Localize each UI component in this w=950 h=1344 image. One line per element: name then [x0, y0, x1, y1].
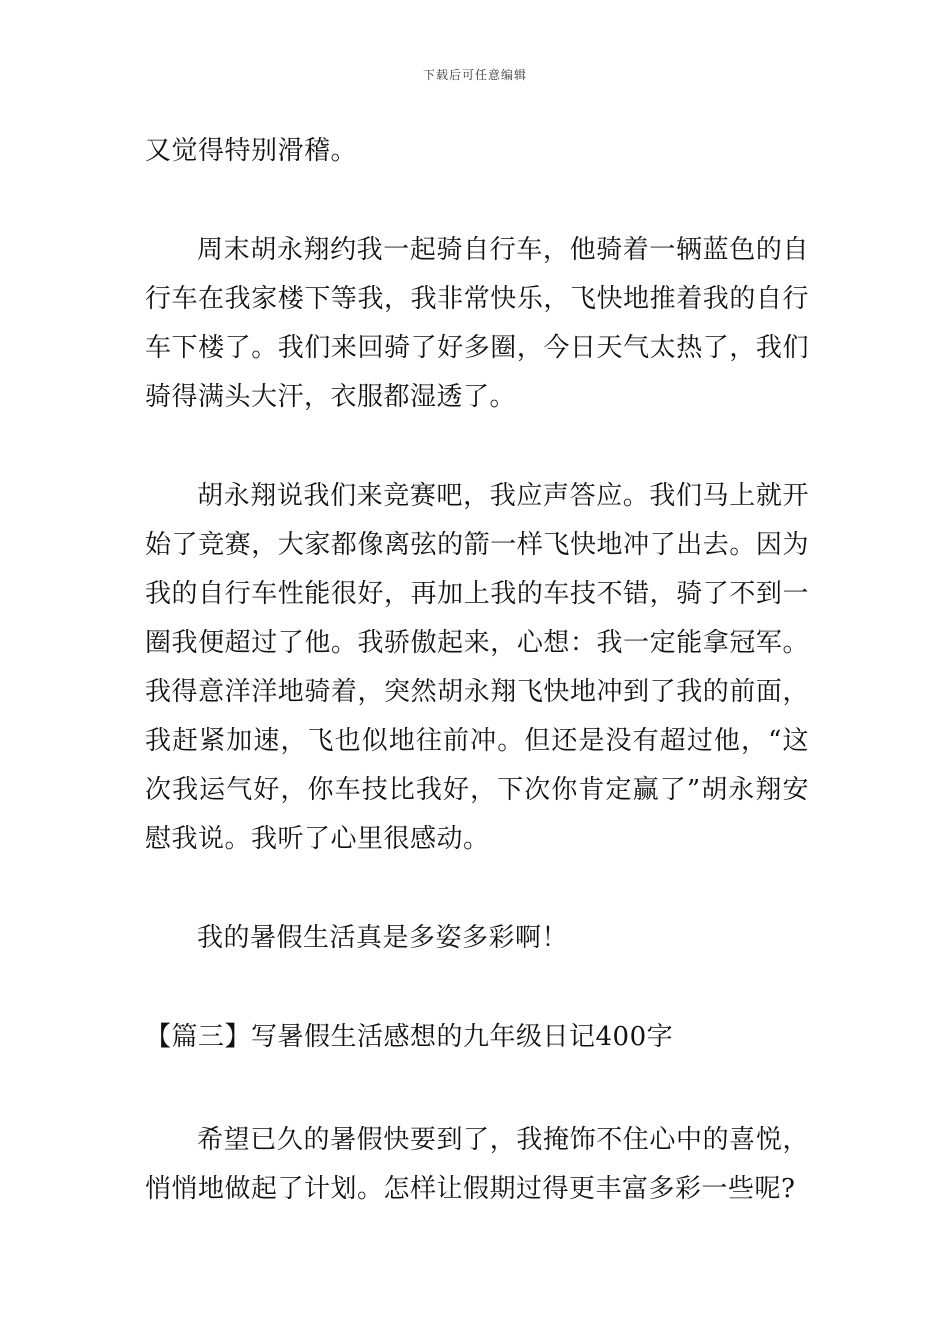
section-heading: 【篇三】写暑假生活感想的九年级日记400字: [145, 1022, 674, 1052]
paragraph-vacation-plan: 希望已久的暑假快要到了，我掩饰不住心中的喜悦，悄悄地做起了计划。怎样让假期过得更丰富多彩一些呢?: [145, 1125, 809, 1204]
paragraph-continuation: 又觉得特别滑稽。: [145, 136, 358, 166]
page-header-note: 下载后可任意编辑: [422, 68, 527, 82]
document-body: [145, 127, 809, 1214]
paragraph-summary: 我的暑假生活真是多姿多彩啊！: [197, 923, 569, 953]
paragraph-weekend-ride: 周末胡永翔约我一起骑自行车，他骑着一辆蓝色的自行车在我家楼下等我，我非常快乐，飞快地推着我的自行车下楼了。我们来回骑了好多圈，今日天气太热了，我们骑得满头大汗，衣服都湿透了。: [145, 235, 809, 412]
paragraph-race: 胡永翔说我们来竞赛吧，我应声答应。我们马上就开始了竞赛，大家都像离弦的箭一样飞快地冲了出去。因为我的自行车性能很好，再加上我的车技不错，骑了不到一圈我便超过了他。我骄傲起来，心想：我一定能拿冠军。我得意洋洋地骑着，突然胡永翔飞快地冲到了我的前面，我赶紧加速，飞也似地往前冲。但还是没有超过他，“这次我运气好，你车技比我好，下次你肯定赢了”胡永翔安慰我说。我听了心里很感动。: [145, 481, 809, 854]
